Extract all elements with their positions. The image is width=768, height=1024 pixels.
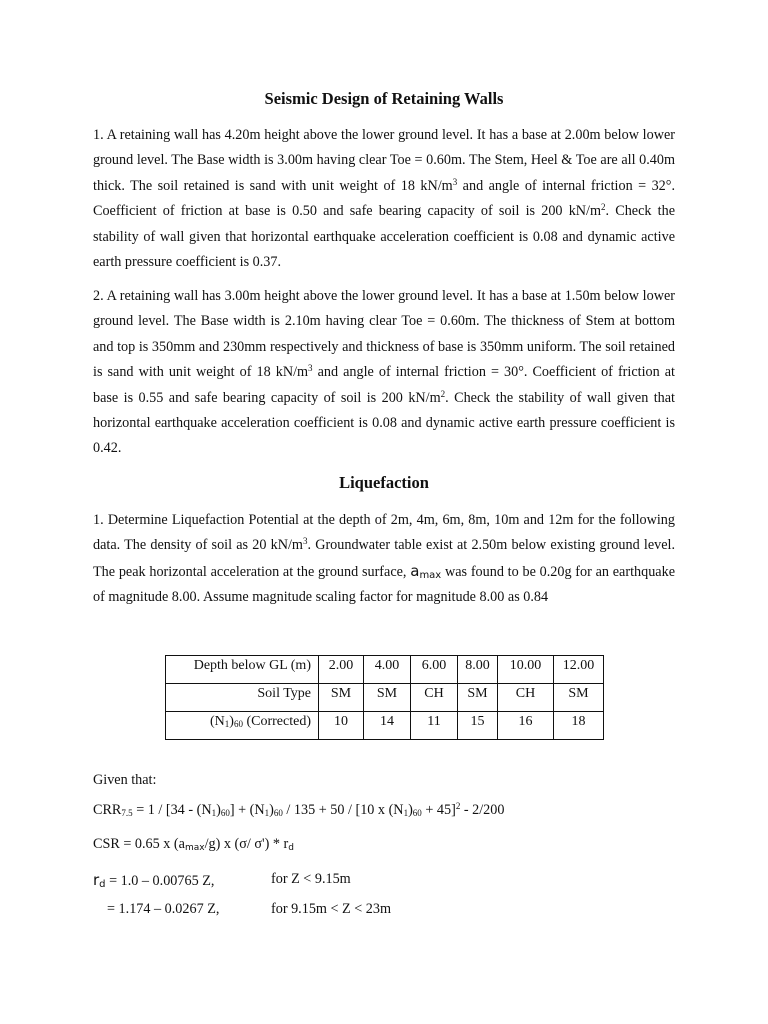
table-cell: SM: [319, 684, 364, 712]
table-row: [166, 656, 604, 684]
crr-formula: [93, 802, 504, 819]
table-cell: SM: [364, 684, 411, 712]
crr-part: ): [408, 802, 413, 818]
crr-sub: 1: [211, 808, 217, 818]
csr-sub: d: [288, 843, 294, 853]
label-sub: 60: [233, 719, 243, 729]
crr-sub: 60: [220, 808, 230, 818]
rd-sub: d: [99, 879, 106, 890]
crr-part: ): [216, 802, 221, 818]
table-cell: 8.00: [458, 656, 498, 684]
superscript: 3: [302, 536, 308, 547]
crr-part: ] + (N: [229, 802, 265, 818]
rd-r: r: [93, 871, 100, 889]
rd-condition: for 9.15m < Z < 23m: [271, 901, 392, 917]
problem-2-text-a: 2. A retaining wall has 3.00m height above the lower ground level. It has a base at 1.50m below lower ground level. The Base width is 2.10m having clear Toe = 0.60m. The thickness of Stem at bottom and top is 350mm and 230mm respectively and thickness of base is 350mm uniform. The soil retained is sand with unit weight of 18 kN/m: [93, 288, 675, 381]
table-cell: 10.00: [498, 656, 554, 684]
csr-formula: [93, 836, 294, 853]
amax-sub: max: [419, 569, 442, 581]
table-row: [166, 684, 604, 712]
crr-part: / 135 + 50 / [10 x (N: [282, 802, 404, 818]
table-cell: 12.00: [554, 656, 604, 684]
row-label-depth: Depth below GL (m): [166, 656, 319, 684]
label-part: (N: [210, 714, 225, 729]
rd-formula-2: [93, 901, 392, 918]
soil-data-table: [165, 655, 604, 740]
crr-sub: 7.5: [121, 808, 133, 818]
crr-part: - 2/200: [460, 802, 505, 818]
table-cell: 2.00: [319, 656, 364, 684]
table-cell: 14: [364, 712, 411, 740]
problem-3-text-c: was found to be 0.20g for an earthquake of magnitude 8.00. Assume magnitude scaling factor for magnitude 8.00 as 0.84: [93, 563, 675, 606]
csr-part: CSR = 0.65 x (a: [93, 836, 185, 852]
table-cell: 15: [458, 712, 498, 740]
table-cell: 6.00: [411, 656, 458, 684]
problem-1-text-c: . Check the stability of wall given that horizontal earthquake acceleration coefficient is 0.08 and dynamic active earth pressure coefficient is 0.37.: [93, 203, 675, 271]
problem-3-text-a: 1. Determine Liquefaction Potential at the depth of 2m, 4m, 6m, 8m, 10m and 12m for the following data. The density of soil as 20 kN/m: [93, 512, 675, 554]
label-part: ): [229, 714, 234, 729]
given-label: Given that:: [93, 772, 157, 788]
crr-sub: 60: [273, 808, 283, 818]
crr-part: CRR: [93, 802, 122, 818]
superscript: 2: [440, 388, 446, 399]
table-cell: SM: [458, 684, 498, 712]
label-part: (Corrected): [242, 714, 311, 729]
table-cell: 18: [554, 712, 604, 740]
table-cell: CH: [411, 684, 458, 712]
rd-expr: = 1.174 – 0.0267 Z,: [107, 901, 220, 917]
crr-part: ): [269, 802, 274, 818]
problem-1-text-b: and angle of internal friction = 32°. Coefficient of friction at base is 0.50 and safe bearing capacity of soil is 200 kN/m: [93, 177, 675, 220]
problem-3-text-b: . Groundwater table exist at 2.50m below existing ground level. The peak horizontal acceleration at the ground surface,: [93, 537, 675, 580]
superscript: 3: [308, 363, 313, 374]
page-title: Seismic Design of Retaining Walls: [264, 89, 504, 108]
table-cell: 4.00: [364, 656, 411, 684]
row-label-soil-type: Soil Type: [166, 684, 319, 712]
crr-sup: 2: [455, 801, 461, 811]
rd-symbol: [93, 871, 106, 889]
crr-sub: 1: [403, 808, 409, 818]
superscript: 3: [452, 176, 458, 187]
table-cell: 10: [319, 712, 364, 740]
csr-part: /g) x (σ/ σ') * r: [204, 836, 289, 852]
problem-2-text-b: and angle of internal friction = 30°. Coefficient of friction at base is 0.55 and safe bearing capacity of soil is 200 kN/m: [93, 364, 675, 406]
section-title-liquefaction: Liquefaction: [339, 473, 429, 492]
row-label-n160: [166, 712, 319, 740]
label-sub: 1: [224, 719, 230, 729]
crr-part: = 1 / [34 - (N: [132, 802, 212, 818]
table-cell: 11: [411, 712, 458, 740]
crr-sub: 1: [264, 808, 270, 818]
rd-condition: for Z < 9.15m: [271, 871, 351, 887]
crr-part: + 45]: [421, 802, 456, 818]
rd-formula-1: [93, 871, 351, 890]
csr-sub: max: [184, 843, 205, 853]
table-cell: 16: [498, 712, 554, 740]
table-cell: SM: [554, 684, 604, 712]
table-row: [166, 712, 604, 740]
problem-1-text-a: 1. A retaining wall has 4.20m height above the lower ground level. It has a base at 2.00m below lower ground level. The Base width is 3.00m having clear Toe = 0.60m. The Stem, Heel & Toe are all 0.40m thick. The soil retained is sand with unit weight of 18 kN/m: [93, 127, 675, 194]
rd-expr: = 1.0 – 0.00765 Z,: [105, 873, 215, 889]
problem-1-paragraph: [93, 123, 675, 275]
superscript: 2: [601, 202, 606, 213]
amax-symbol: [410, 562, 441, 580]
table-cell: CH: [498, 684, 554, 712]
crr-sub: 60: [412, 808, 422, 818]
problem-2-text-c: . Check the stability of wall given that horizontal earthquake acceleration coefficient is 0.08 and dynamic active earth pressure coefficient is 0.42.: [93, 389, 675, 457]
problem-2-paragraph: [93, 284, 675, 462]
problem-3-paragraph: [93, 508, 675, 611]
amax-a: a: [410, 561, 420, 580]
